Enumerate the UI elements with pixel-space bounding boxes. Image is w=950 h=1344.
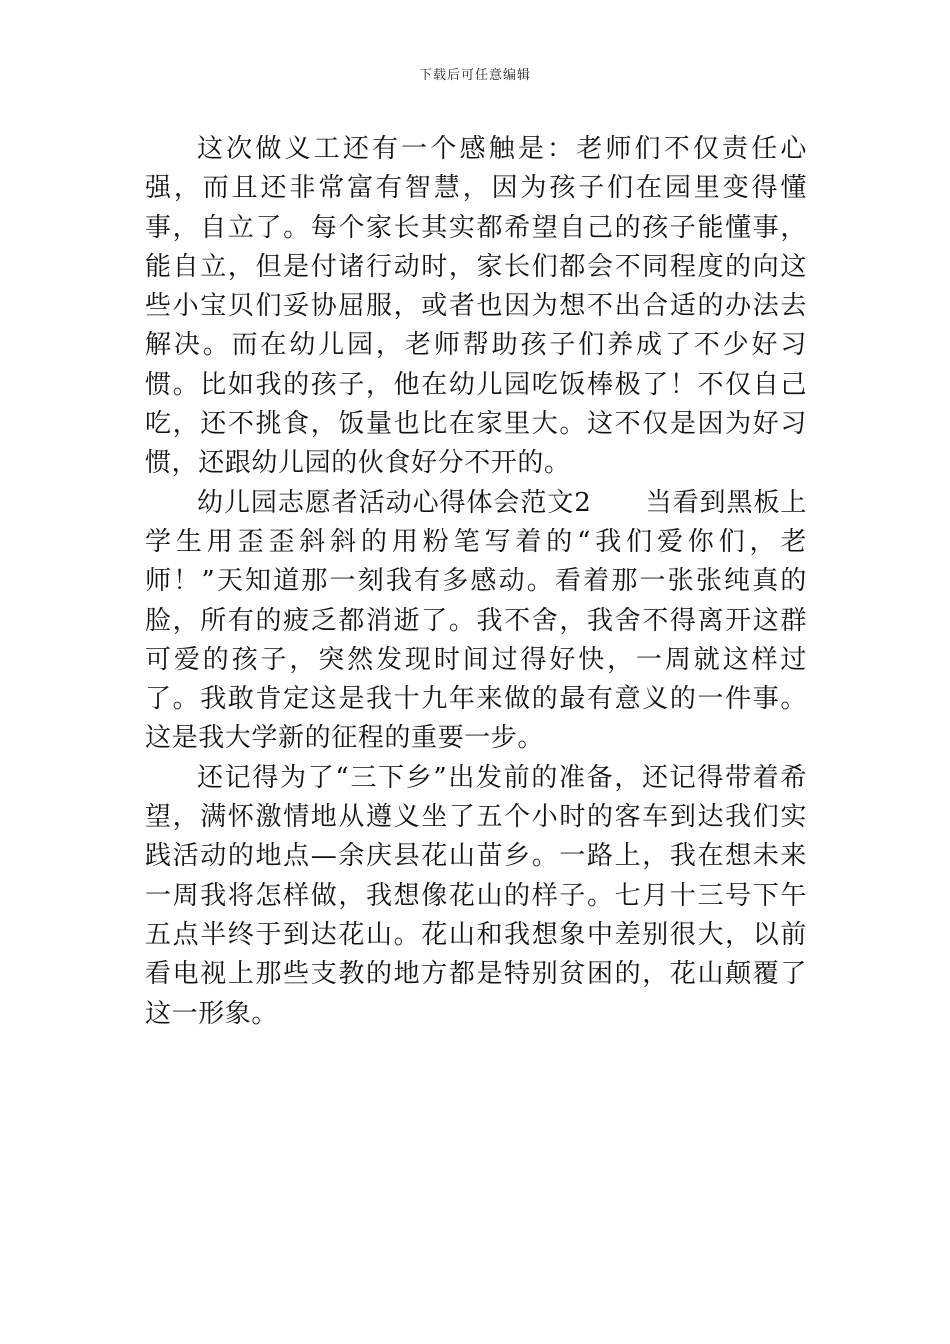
paragraph-2: 幼儿园志愿者活动心得体会范文2 当看到黑板上学生用歪歪斜斜的用粉笔写着的“我们爱你们，老师！”天知道那一刻我有多感动。看着那一张张纯真的脸，所有的疲乏都消逝了。我不舍，我舍不得离开这群可爱的孩子，突然发现时间过得好快，一周就这样过了。我敢肯定这是我十九年来做的最有意义的一件事。这是我大学新的征程的重要一步。 [145,487,807,754]
page-header: 下载后可任意编辑 [418,68,531,83]
paragraph-1: 这次做义工还有一个感触是：老师们不仅责任心强，而且还非常富有智慧，因为孩子们在园里变得懂事，自立了。每个家长其实都希望自己的孩子能懂事，能自立，但是付诸行动时，家长们都会不同程度的向这些小宝贝们妥协屈服，或者也因为想不出合适的办法去解决。而在幼儿园，老师帮助孩子们养成了不少好习惯。比如我的孩子，他在幼儿园吃饭棒极了！不仅自己吃，还不挑食，饭量也比在家里大。这不仅是因为好习惯，还跟幼儿园的伙食好分不开的。 [145,134,807,479]
document-body [145,130,807,1034]
paragraph-3: 还记得为了“三下乡”出发前的准备，还记得带着希望，满怀激情地从遵义坐了五个小时的客车到达我们实践活动的地点—余庆县花山苗乡。一路上，我在想未来一周我将怎样做，我想像花山的样子。七月十三号下午五点半终于到达花山。花山和我想象中差别很大，以前看电视上那些支教的地方都是特别贫困的，花山颠覆了这一形象。 [145,762,807,1029]
